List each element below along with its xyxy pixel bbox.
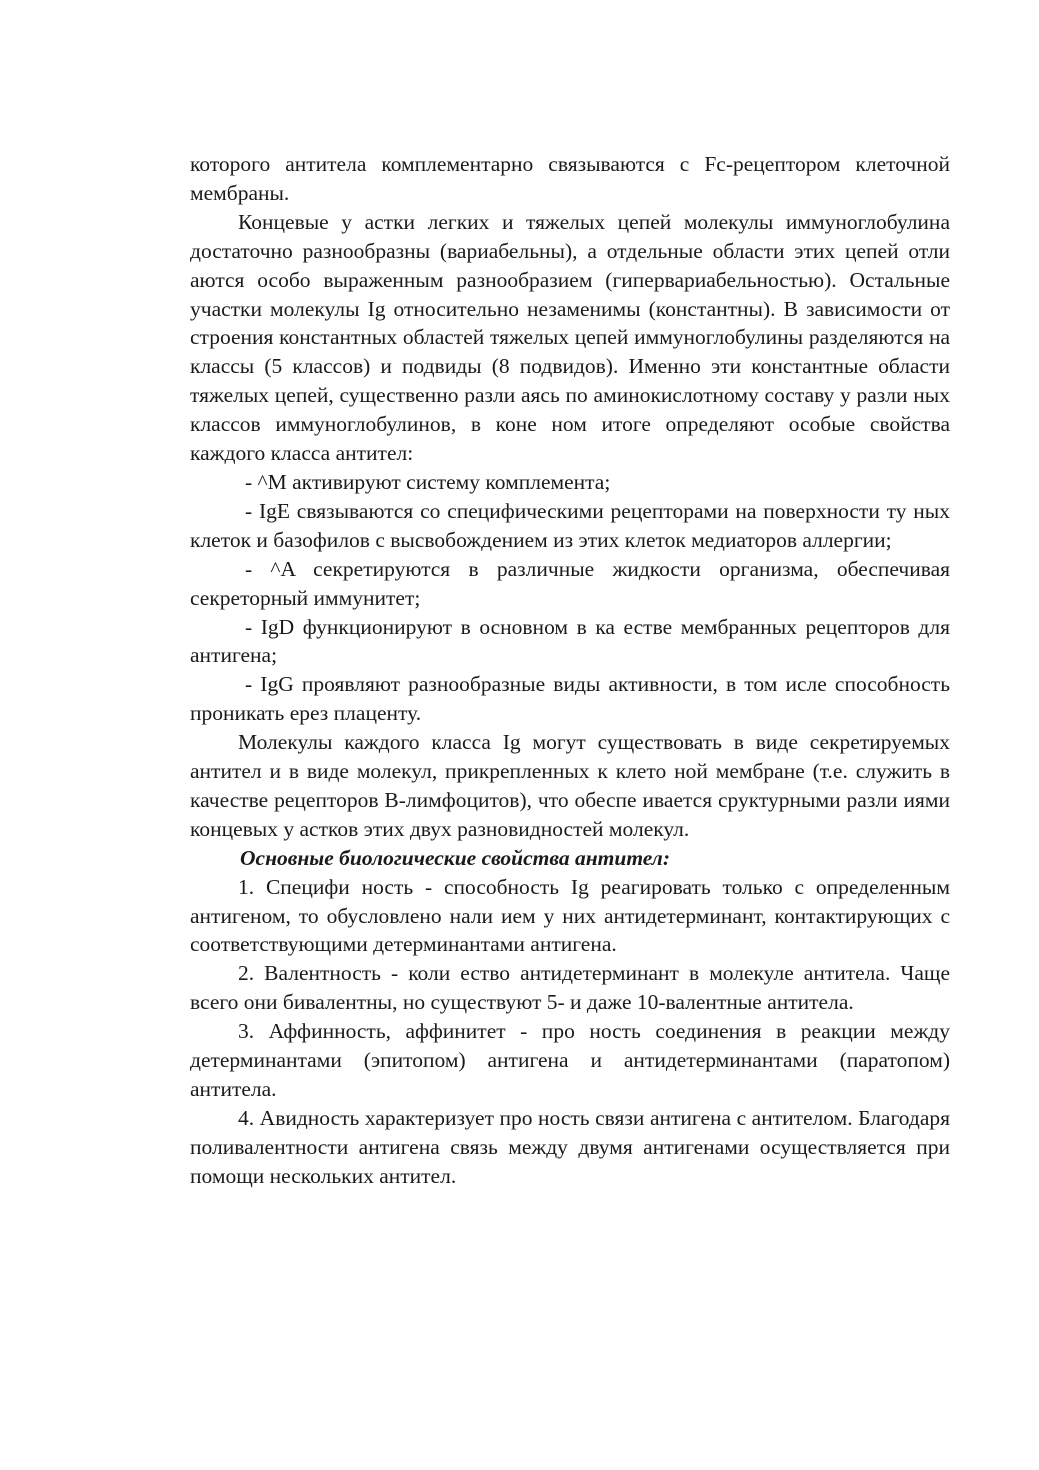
property-valency: 2. Валентность - коли ество антидетерминант в молекуле антитела. Чаще всего они бивалентны, но существуют 5- и даже 10-валентные антитела. — [190, 961, 950, 1015]
document-page — [190, 150, 950, 1191]
paragraph-fc-receptor: которого антитела комплементарно связываются с Fc-рецептором клеточной мембраны. — [190, 152, 950, 205]
list-item-iga: - ^A секретируются в различные жидкости организма, обеспечивая секреторный иммунитет; — [190, 556, 950, 610]
list-item-igm: - ^M активируют систему комплемента; — [245, 469, 611, 494]
property-affinity: 3. Аффинность, аффинитет - про ность соединения в реакции между детерминантами (эпитопом) антигена и антидетерминантами (паратопом) антитела. — [190, 1019, 950, 1101]
paragraph-variable-regions: Концевые у астки легких и тяжелых цепей молекулы иммуноглобулина достаточно разнообразны (вариабельны), а отдельные области этих цепей отли аются особо выраженным разнообразием (гипервариабельностью). Остальные участки молекулы Ig относительно незаменимы (константны). В зависимости от строения константных областей тяжелых цепей иммуноглобулины разделяются на классы (5 классов) и подвиды (8 подвидов). Именно эти константные области тяжелых цепей, существенно разли аясь по аминокислотному составу у разли ных классов иммуноглобулинов, в коне ном итоге определяют особые свойства каждого класса антител: — [190, 209, 950, 466]
list-item-igg: - IgG проявляют разнообразные виды активности, в том исле способность проникать ерез плаценту. — [190, 672, 950, 726]
paragraph-secreted-membrane: Молекулы каждого класса Ig могут существовать в виде секретируемых антител и в виде молекул, прикрепленных к клето ной мембране (т.е. служить в качестве рецепторов В-лимфоцитов), что обеспе ивается сруктурными разли иями концевых у астков этих двух разновидностей молекул. — [190, 730, 950, 841]
property-specificity: 1. Специфи ность - способность Ig реагировать только с определенным антигеном, то обусловлено нали ием у них антидетерминант, контактирующих с соответствующими детерминантами антигена. — [190, 874, 950, 957]
list-item-ige: - IgE связываются со специфическими рецепторами на поверхности ту ных клеток и базофилов с высвобождением из этих клеток медиаторов аллергии; — [190, 498, 950, 552]
list-item-igd: - IgD функционируют в основном в ка естве мембранных рецепторов для антигена; — [190, 614, 950, 668]
property-avidity: 4. Авидность характеризует про ность связи антигена с антителом. Благодаря поливалентности антигена связь между двумя антигенами осуществляется при помощи нескольких антител. — [190, 1105, 950, 1188]
section-heading: Основные биологические свойства антител: — [240, 845, 670, 870]
